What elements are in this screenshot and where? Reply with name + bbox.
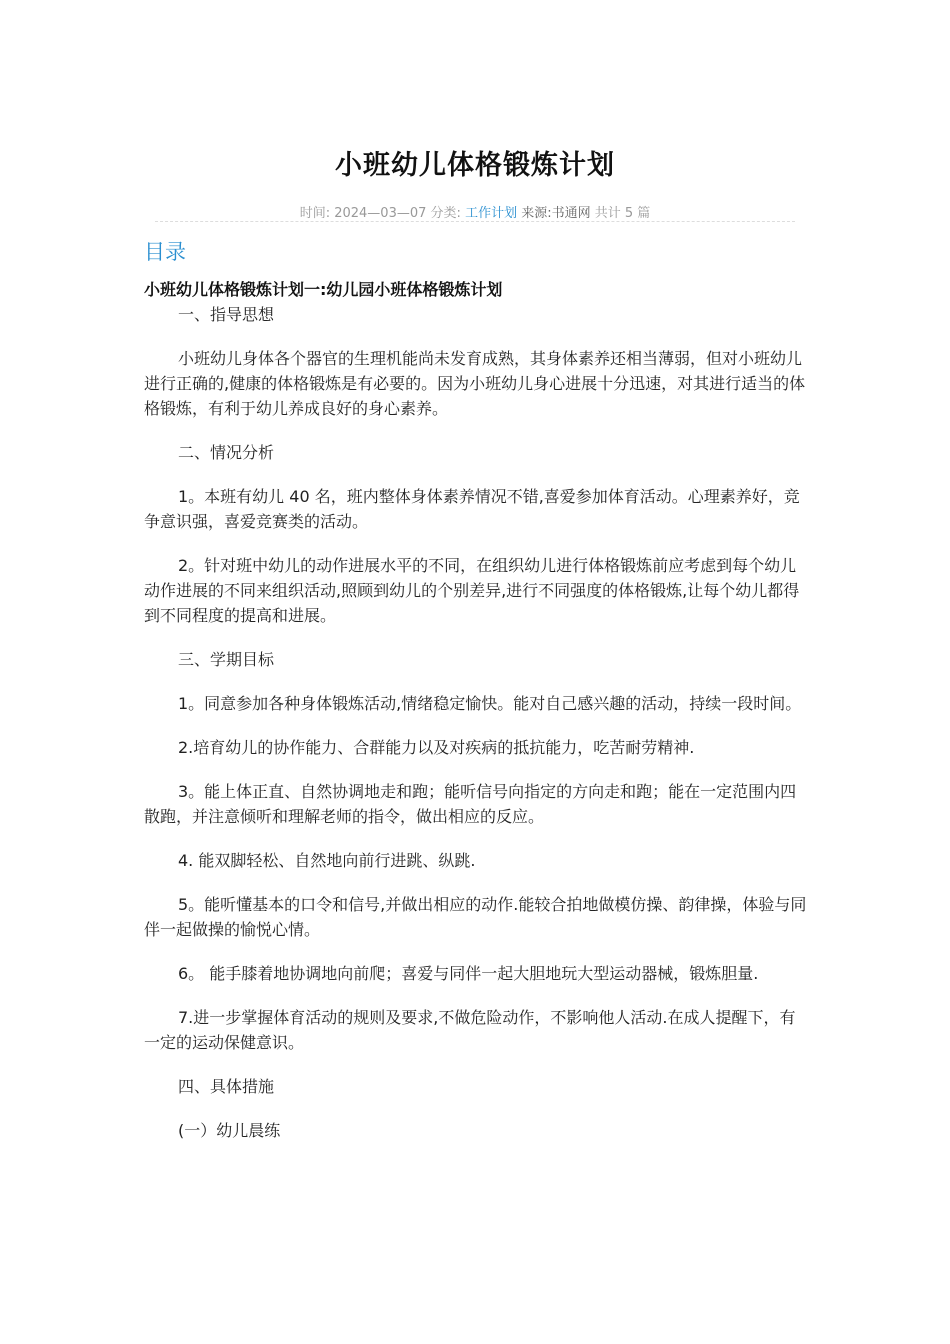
paragraph: 6。 能手膝着地协调地向前爬；喜爱与同伴一起大胆地玩大型运动器械，锻炼胆量. xyxy=(178,964,759,983)
paragraph: 2.培育幼儿的协作能力、合群能力以及对疾病的抵抗能力，吃苦耐劳精神. xyxy=(178,738,695,757)
article-subtitle: 小班幼儿体格锻炼计划一:幼儿园小班体格锻炼计划 xyxy=(144,280,503,299)
paragraph: 1。本班有幼儿 40 名，班内整体身体素养情况不错,喜爱参加体育活动。心理素养好，竞争意识强，喜爱竞赛类的活动。 xyxy=(144,487,800,531)
paragraph: 5。能听懂基本的口令和信号,并做出相应的动作.能较合拍地做模仿操、韵律操，体验与同伴一起做操的愉悦心情。 xyxy=(144,895,807,939)
paragraph: 7.进一步掌握体育活动的规则及要求,不做危险动作，不影响他人活动.在成人提醒下，有一定的运动保健意识。 xyxy=(144,1008,796,1052)
page-title: 小班幼儿体格锻炼计划 xyxy=(335,150,615,181)
category-label: 分类: xyxy=(430,206,461,221)
header-divider xyxy=(155,221,795,222)
toc-heading: 目录 xyxy=(144,240,186,264)
article-count: 共计 5 篇 xyxy=(594,206,651,221)
article-meta xyxy=(0,202,950,221)
publish-date: 2024—03—07 xyxy=(334,206,427,221)
article-body xyxy=(144,277,808,1143)
sub-section-heading: (一）幼儿晨练 xyxy=(178,1121,281,1140)
category-link[interactable]: 工作计划 xyxy=(465,206,518,221)
paragraph: 3。能上体正直、自然协调地走和跑；能听信号向指定的方向走和跑；能在一定范围内四散跑，并注意倾听和理解老师的指令，做出相应的反应。 xyxy=(144,782,797,826)
paragraph: 1。同意参加各种身体锻炼活动,情绪稳定愉快。能对自己感兴趣的活动，持续一段时间。 xyxy=(178,694,802,713)
paragraph: 小班幼儿身体各个器官的生理机能尚未发育成熟，其身体素养还相当薄弱，但对小班幼儿进行正确的,健康的体格锻炼是有必要的。因为小班幼儿身心进展十分迅速，对其进行适当的体格锻炼，有利于幼儿养成良好的身心素养。 xyxy=(144,349,806,418)
section-heading: 三、学期目标 xyxy=(178,650,275,669)
section-heading: 四、具体措施 xyxy=(178,1077,275,1096)
time-label: 时间: xyxy=(299,206,331,221)
paragraph: 2。针对班中幼儿的动作进展水平的不同，在组织幼儿进行体格锻炼前应考虑到每个幼儿动作进展的不同来组织活动,照顾到幼儿的个别差异,进行不同强度的体格锻炼,让每个幼儿都得到不同程度的提高和进展。 xyxy=(144,556,800,625)
section-heading: 一、指导思想 xyxy=(178,305,275,324)
paragraph: 4. 能双脚轻松、自然地向前行进跳、纵跳. xyxy=(178,851,476,870)
section-heading: 二、情况分析 xyxy=(178,443,275,462)
source-text: 来源:书通网 xyxy=(521,206,591,221)
